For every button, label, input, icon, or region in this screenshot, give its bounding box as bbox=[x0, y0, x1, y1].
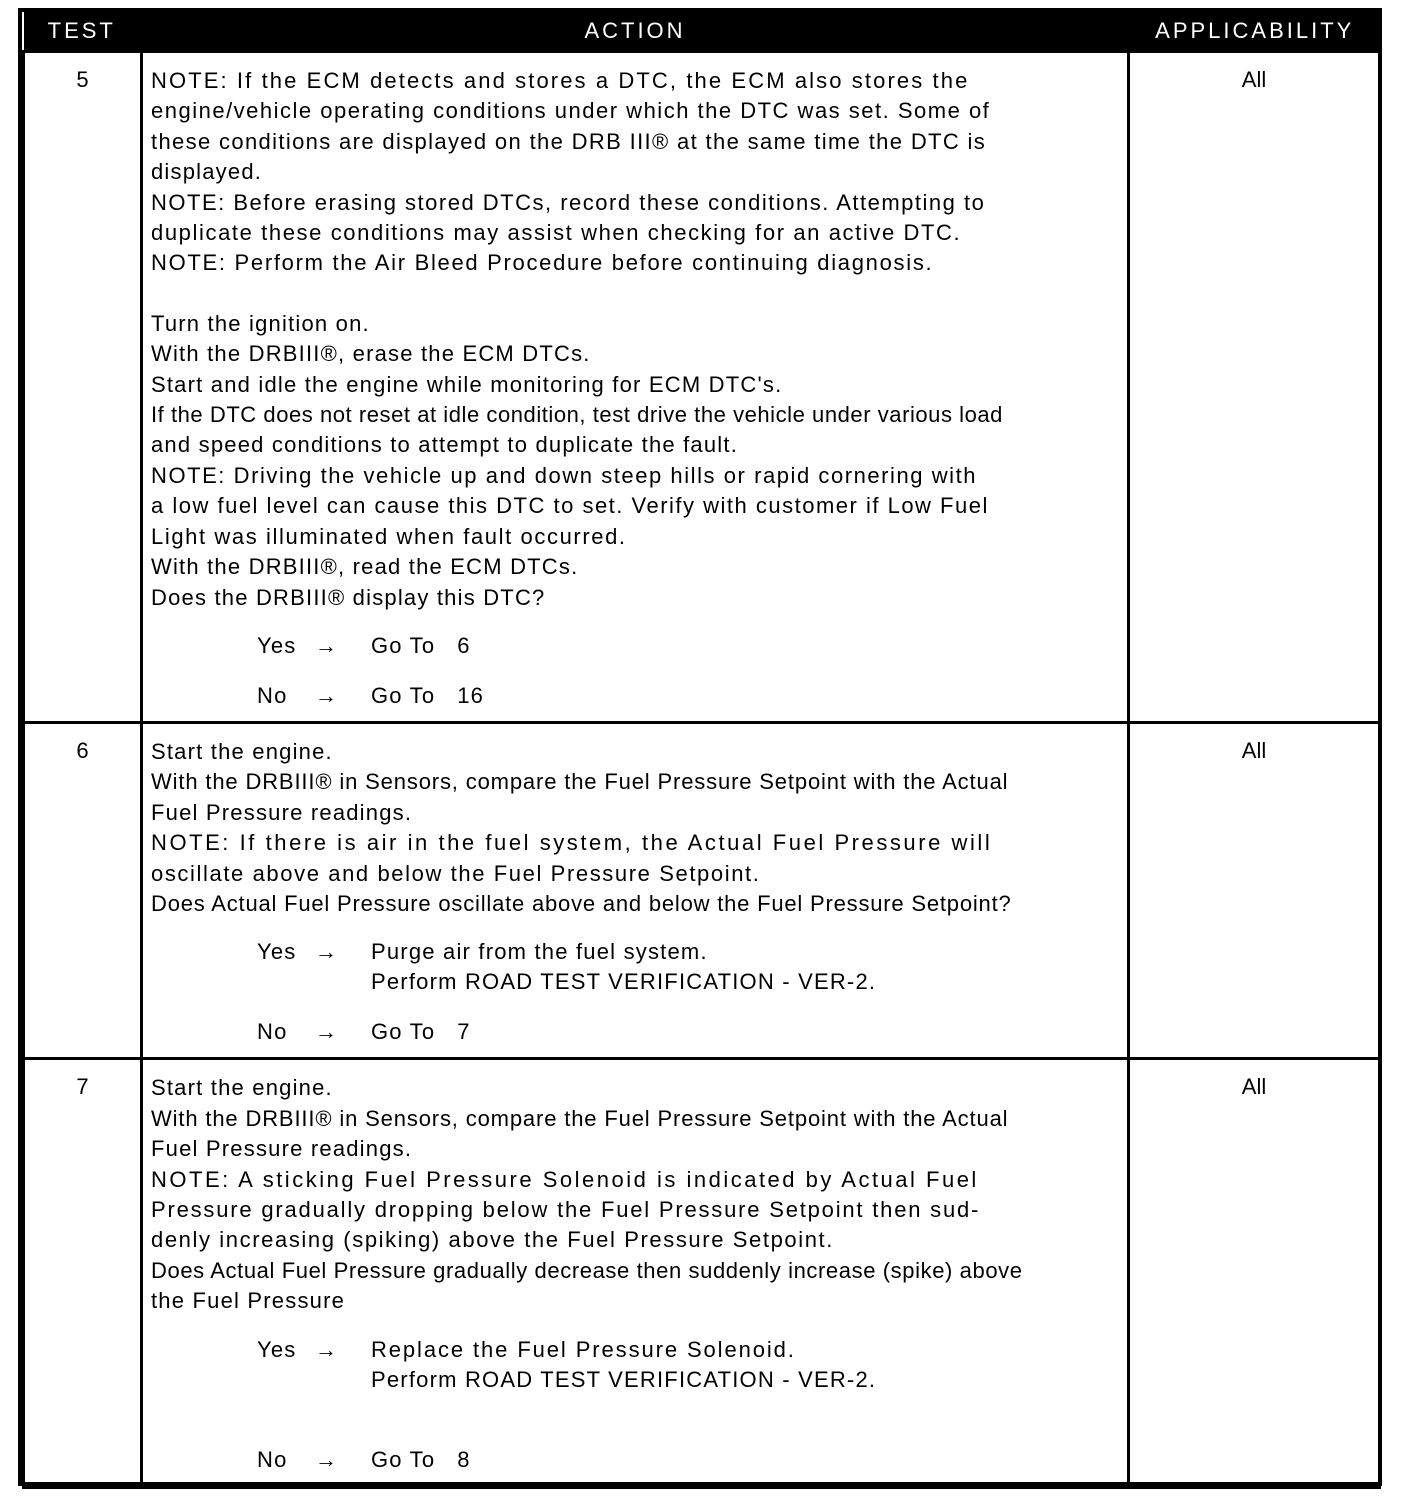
yes-outcome bbox=[371, 937, 1119, 997]
action-line: With the DRBIII®, read the ECM DTCs. bbox=[151, 554, 579, 580]
action-line: denly increasing (spiking) above the Fuel Pressure Setpoint. bbox=[151, 1227, 834, 1253]
action-line: Does Actual Fuel Pressure gradually decrease then suddenly increase (spike) above bbox=[151, 1257, 1023, 1283]
yes-answer bbox=[257, 631, 1119, 661]
action-line: a low fuel level can cause this DTC to set. Verify with customer if Low Fuel bbox=[151, 493, 989, 519]
header-action: ACTION bbox=[142, 12, 1129, 52]
action-line: Start the engine. bbox=[151, 738, 333, 764]
applicability-value: All bbox=[1129, 722, 1380, 1058]
action-line: Light was illuminated when fault occurred. bbox=[151, 523, 627, 549]
outcome-line: Purge air from the fuel system. bbox=[371, 939, 708, 965]
applicability-value: All bbox=[1129, 52, 1380, 723]
action-line: With the DRBIII®, erase the ECM DTCs. bbox=[151, 341, 591, 367]
action-line: displayed. bbox=[151, 159, 263, 185]
test-number: 7 bbox=[24, 1059, 142, 1488]
arrow-right-icon: → bbox=[315, 632, 339, 658]
action-line: Fuel Pressure readings. bbox=[151, 1136, 413, 1162]
applicability-value: All bbox=[1129, 1059, 1380, 1488]
no-outcome bbox=[371, 1017, 1119, 1047]
no-label: No bbox=[257, 682, 288, 708]
yes-label: Yes bbox=[257, 1336, 297, 1362]
table-row bbox=[24, 52, 1380, 723]
header-applicability: APPLICABILITY bbox=[1129, 12, 1380, 52]
action-line: Pressure gradually dropping below the Fuel Pressure Setpoint then sud- bbox=[151, 1196, 981, 1222]
action-line: the Fuel Pressure bbox=[151, 1288, 346, 1314]
outcome-line: Go To 6 bbox=[371, 632, 471, 658]
action-line: NOTE: If there is air in the fuel system, the Actual Fuel Pressure will bbox=[151, 830, 993, 856]
arrow-right-icon: → bbox=[315, 1019, 339, 1045]
action-line: With the DRBIII® in Sensors, compare the Fuel Pressure Setpoint with the Actual bbox=[151, 1105, 1009, 1131]
action-line: NOTE: A sticking Fuel Pressure Solenoid is indicated by Actual Fuel bbox=[151, 1166, 979, 1192]
action-line: Fuel Pressure readings. bbox=[151, 799, 413, 825]
outcome-line: Perform ROAD TEST VERIFICATION - VER-2. bbox=[371, 1366, 877, 1392]
action-line: oscillate above and below the Fuel Pressure Setpoint. bbox=[151, 860, 761, 886]
action-line: NOTE: If the ECM detects and stores a DTC, the ECM also stores the bbox=[151, 68, 970, 93]
arrow-right-icon: → bbox=[315, 682, 339, 708]
yes-outcome bbox=[371, 631, 1119, 661]
outcome-line: Go To 7 bbox=[371, 1019, 471, 1045]
action-line: engine/vehicle operating conditions under which the DTC was set. Some of bbox=[151, 98, 991, 124]
action-line: Turn the ignition on. bbox=[151, 310, 370, 336]
action-line: NOTE: Perform the Air Bleed Procedure before continuing diagnosis. bbox=[151, 250, 934, 276]
action-line: Does Actual Fuel Pressure oscillate above and below the Fuel Pressure Setpoint? bbox=[151, 890, 1012, 916]
yes-label: Yes bbox=[257, 939, 297, 965]
action-line: Does the DRBIII® display this DTC? bbox=[151, 584, 546, 610]
outcome-line: Replace the Fuel Pressure Solenoid. bbox=[371, 1336, 796, 1362]
yes-label: Yes bbox=[257, 632, 297, 658]
spacer bbox=[151, 279, 1119, 309]
action-line: duplicate these conditions may assist when checking for an active DTC. bbox=[151, 220, 962, 246]
action-line: With the DRBIII® in Sensors, compare the Fuel Pressure Setpoint with the Actual bbox=[151, 769, 1009, 795]
yes-answer bbox=[257, 1335, 1119, 1395]
yes-answer bbox=[257, 937, 1119, 997]
action-line: Start the engine. bbox=[151, 1075, 333, 1101]
arrow-right-icon: → bbox=[315, 1446, 339, 1472]
outcome-line: Go To 16 bbox=[371, 682, 485, 708]
action-line: NOTE: Driving the vehicle up and down steep hills or rapid cornering with bbox=[151, 462, 978, 488]
action-line: NOTE: Before erasing stored DTCs, record these conditions. Attempting to bbox=[151, 189, 986, 215]
table-row bbox=[24, 722, 1380, 1058]
action-cell bbox=[142, 52, 1129, 723]
table-header-row bbox=[24, 12, 1380, 52]
no-outcome bbox=[371, 1445, 1119, 1475]
diagnostic-table-sheet bbox=[18, 8, 1382, 1486]
no-outcome bbox=[371, 681, 1119, 711]
diagnostic-table bbox=[22, 12, 1381, 1489]
action-cell bbox=[142, 1059, 1129, 1488]
table-row bbox=[24, 1059, 1380, 1488]
action-line: and speed conditions to attempt to duplicate the fault. bbox=[151, 432, 739, 458]
arrow-right-icon: → bbox=[315, 939, 339, 965]
no-label: No bbox=[257, 1446, 288, 1472]
test-number: 6 bbox=[24, 722, 142, 1058]
action-line: If the DTC does not reset at idle condition, test drive the vehicle under various load bbox=[151, 402, 1003, 428]
no-answer bbox=[257, 681, 1119, 711]
arrow-right-icon: → bbox=[315, 1336, 339, 1362]
no-answer bbox=[257, 1445, 1119, 1475]
no-label: No bbox=[257, 1019, 288, 1045]
action-line: these conditions are displayed on the DRB III® at the same time the DTC is bbox=[151, 128, 987, 154]
action-cell bbox=[142, 722, 1129, 1058]
yes-outcome bbox=[371, 1335, 1119, 1395]
action-line: Start and idle the engine while monitoring for ECM DTC's. bbox=[151, 371, 783, 397]
no-answer bbox=[257, 1017, 1119, 1047]
outcome-line: Go To 8 bbox=[371, 1446, 471, 1472]
test-number: 5 bbox=[24, 52, 142, 723]
outcome-line: Perform ROAD TEST VERIFICATION - VER-2. bbox=[371, 969, 877, 995]
header-test: TEST bbox=[24, 12, 142, 52]
